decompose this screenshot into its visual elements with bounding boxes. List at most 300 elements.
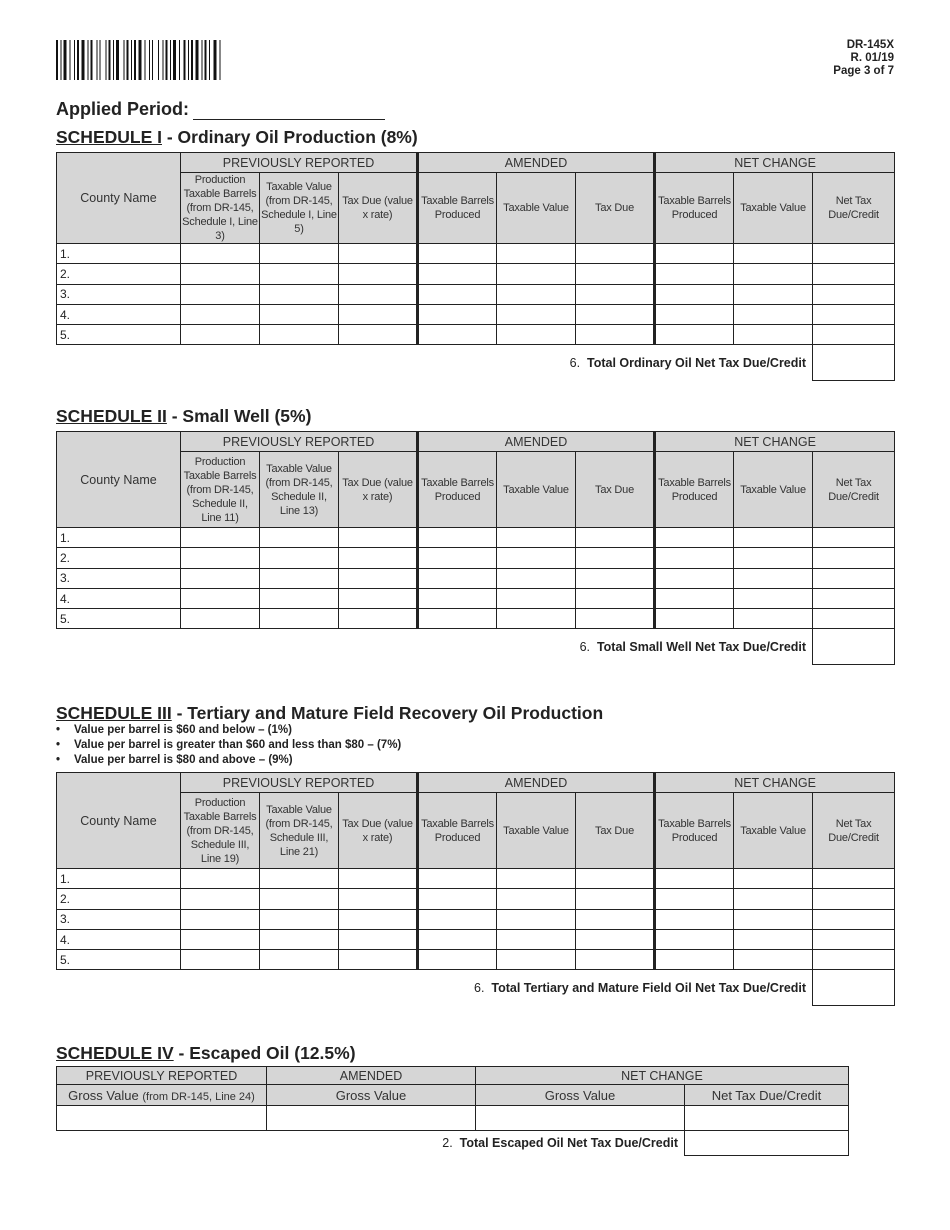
entry-cell[interactable] <box>576 889 655 909</box>
barcode-bar <box>191 40 193 80</box>
county-name-header: County Name <box>57 773 181 869</box>
entry-cell[interactable] <box>418 889 497 909</box>
barcode-bar <box>170 40 171 80</box>
total-label-text: Total Ordinary Oil Net Tax Due/Credit <box>587 356 807 371</box>
county-name-cell[interactable]: 4. <box>57 304 181 324</box>
net-value-header: Taxable Value <box>734 452 813 528</box>
gross-value-note: (from DR-145, Line 24) <box>142 1090 255 1103</box>
entry-cell[interactable] <box>260 304 339 324</box>
entry-cell[interactable] <box>576 609 655 629</box>
entry-cell[interactable] <box>734 869 813 889</box>
barcode-bar <box>179 40 180 80</box>
total-label-text: Total Escaped Oil Net Tax Due/Credit <box>459 1136 678 1151</box>
entry-cell[interactable] <box>260 284 339 304</box>
entry-cell[interactable] <box>813 889 895 909</box>
barcode-bar <box>124 40 125 80</box>
entry-cell[interactable] <box>655 568 734 588</box>
table-row <box>57 950 895 970</box>
barcode-bar <box>127 40 129 80</box>
gross-value-label: Gross Value <box>68 1087 139 1103</box>
entry-cell[interactable] <box>576 909 655 929</box>
schedule-2-total-label <box>57 629 813 665</box>
entry-cell[interactable] <box>418 568 497 588</box>
barcode-bar <box>166 40 168 80</box>
county-name-cell[interactable]: 3. <box>57 568 181 588</box>
tax-due-rate-header: Tax Due (value x rate) <box>339 452 418 528</box>
entry-cell[interactable] <box>576 304 655 324</box>
entry-cell[interactable] <box>260 929 339 949</box>
previously-reported-header: PREVIOUSLY REPORTED <box>57 1067 267 1085</box>
entry-cell[interactable] <box>576 950 655 970</box>
entry-cell[interactable] <box>339 304 418 324</box>
table-row <box>57 528 895 548</box>
schedule-2-table <box>56 431 895 665</box>
entry-cell[interactable] <box>734 950 813 970</box>
net-gross-value-header: Gross Value <box>476 1085 685 1106</box>
schedule-4-table <box>56 1066 849 1156</box>
barcode-bar <box>173 40 176 80</box>
net-barrels-header: Taxable Barrels Produced <box>655 793 734 869</box>
table-row <box>57 284 895 304</box>
entry-cell[interactable] <box>260 264 339 284</box>
county-name-cell[interactable]: 1. <box>57 528 181 548</box>
form-number: DR-145X <box>846 39 894 51</box>
entry-cell[interactable] <box>576 869 655 889</box>
entry-cell[interactable] <box>734 244 813 264</box>
schedule-3-total-input[interactable] <box>813 970 895 1006</box>
entry-cell[interactable] <box>418 528 497 548</box>
barcode-bar <box>152 40 153 80</box>
barcode-bar <box>82 40 85 80</box>
table-row <box>57 548 895 568</box>
prev-gross-value-header <box>57 1085 267 1106</box>
prev-gross-value-input[interactable] <box>57 1106 267 1131</box>
entry-cell[interactable] <box>655 284 734 304</box>
schedule-1-name: - Ordinary Oil Production (8%) <box>161 127 418 147</box>
previously-reported-header: PREVIOUSLY REPORTED <box>181 773 418 793</box>
entry-cell[interactable] <box>655 869 734 889</box>
amended-header: AMENDED <box>267 1067 476 1085</box>
barcode-bar <box>145 40 146 80</box>
amended-barrels-header: Taxable Barrels Produced <box>418 173 497 244</box>
entry-cell[interactable] <box>181 889 260 909</box>
barcode-bar <box>91 40 93 80</box>
entry-cell[interactable] <box>260 950 339 970</box>
table-row <box>57 889 895 909</box>
barcode-bar <box>205 40 207 80</box>
entry-cell[interactable] <box>339 528 418 548</box>
entry-cell[interactable] <box>497 950 576 970</box>
entry-cell[interactable] <box>497 528 576 548</box>
entry-cell[interactable] <box>418 950 497 970</box>
production-barrels-header: Production Taxable Barrels (from DR-145, Schedule II, Line 11) <box>181 452 260 528</box>
total-label-text: Total Tertiary and Mature Field Oil Net Tax Due/Credit <box>491 981 807 996</box>
county-name-cell[interactable]: 4. <box>57 588 181 608</box>
entry-cell[interactable] <box>655 325 734 345</box>
entry-cell[interactable] <box>260 889 339 909</box>
entry-cell[interactable] <box>813 244 895 264</box>
entry-cell[interactable] <box>418 548 497 568</box>
applied-period-label: Applied Period: <box>56 99 190 119</box>
table-row <box>57 244 895 264</box>
schedule-3-table <box>56 772 895 1006</box>
entry-cell[interactable] <box>497 244 576 264</box>
schedule-2-code: SCHEDULE II <box>56 406 167 426</box>
taxable-value-header: Taxable Value (from DR-145, Schedule I, Line 5) <box>260 173 339 244</box>
entry-cell[interactable] <box>655 304 734 324</box>
barcode-bar <box>134 40 136 80</box>
entry-cell[interactable] <box>576 528 655 548</box>
entry-cell[interactable] <box>576 244 655 264</box>
county-name-cell[interactable]: 2. <box>57 889 181 909</box>
rate-bullet: • Value per barrel is greater than $60 and less than $80 – (7%) <box>56 738 401 753</box>
entry-cell[interactable] <box>734 909 813 929</box>
entry-cell[interactable] <box>418 909 497 929</box>
rate-bullet: • Value per barrel is $80 and above – (9%) <box>56 753 401 768</box>
total-label-text: Total Small Well Net Tax Due/Credit <box>596 640 807 655</box>
entry-cell[interactable] <box>339 325 418 345</box>
previously-reported-header: PREVIOUSLY REPORTED <box>181 432 418 452</box>
entry-cell[interactable] <box>734 588 813 608</box>
county-name-cell[interactable]: 5. <box>57 950 181 970</box>
entry-cell[interactable] <box>813 548 895 568</box>
entry-cell[interactable] <box>497 609 576 629</box>
entry-cell[interactable] <box>181 548 260 568</box>
entry-cell[interactable] <box>260 909 339 929</box>
entry-cell[interactable] <box>181 588 260 608</box>
entry-cell[interactable] <box>655 264 734 284</box>
schedule-2-title <box>56 406 311 427</box>
barcode-bar <box>56 40 58 80</box>
entry-cell[interactable] <box>181 244 260 264</box>
county-name-cell[interactable]: 2. <box>57 548 181 568</box>
schedule-4-code: SCHEDULE IV <box>56 1043 174 1063</box>
entry-cell[interactable] <box>260 528 339 548</box>
barcode-bar <box>209 40 210 80</box>
entry-cell[interactable] <box>260 568 339 588</box>
amended-barrels-header: Taxable Barrels Produced <box>418 793 497 869</box>
production-barrels-header: Production Taxable Barrels (from DR-145, Schedule I, Line 3) <box>182 174 258 242</box>
barcode-bar <box>158 40 159 80</box>
entry-cell[interactable] <box>813 304 895 324</box>
entry-cell[interactable] <box>181 869 260 889</box>
table-row <box>57 325 895 345</box>
entry-cell[interactable] <box>813 950 895 970</box>
entry-cell[interactable] <box>260 609 339 629</box>
entry-cell[interactable] <box>813 869 895 889</box>
total-line-number: 6. <box>474 981 485 996</box>
entry-cell[interactable] <box>497 869 576 889</box>
net-tax-input[interactable] <box>685 1106 849 1131</box>
form-revision: R. 01/19 <box>850 52 894 64</box>
entry-cell[interactable] <box>655 588 734 608</box>
net-change-header: NET CHANGE <box>655 153 895 173</box>
county-name-cell[interactable]: 1. <box>57 244 181 264</box>
schedule-1-code: SCHEDULE I <box>56 127 162 147</box>
taxable-value-header: Taxable Value (from DR-145, Schedule II, Line 13) <box>260 452 339 528</box>
entry-cell[interactable] <box>181 264 260 284</box>
net-tax-header: Net Tax Due/Credit <box>685 1085 849 1106</box>
entry-cell[interactable] <box>576 929 655 949</box>
amended-gross-value-input[interactable] <box>267 1106 476 1131</box>
entry-cell[interactable] <box>655 528 734 548</box>
net-barrels-header: Taxable Barrels Produced <box>655 173 734 244</box>
amended-barrels-header: Taxable Barrels Produced <box>418 452 497 528</box>
barcode <box>56 40 294 80</box>
total-line-number: 6. <box>579 640 591 655</box>
entry-cell[interactable] <box>181 950 260 970</box>
table-row <box>57 909 895 929</box>
entry-cell[interactable] <box>339 284 418 304</box>
county-name-cell[interactable]: 5. <box>57 609 181 629</box>
net-change-header: NET CHANGE <box>476 1067 849 1085</box>
entry-cell[interactable] <box>734 929 813 949</box>
county-name-header: County Name <box>57 153 181 244</box>
entry-cell[interactable] <box>497 325 576 345</box>
barcode-bar <box>97 40 98 80</box>
entry-cell[interactable] <box>576 588 655 608</box>
net-change-header: NET CHANGE <box>655 432 895 452</box>
entry-cell[interactable] <box>339 264 418 284</box>
entry-cell[interactable] <box>339 588 418 608</box>
amended-tax-due-header: Tax Due <box>576 173 655 244</box>
entry-cell[interactable] <box>181 568 260 588</box>
entry-cell[interactable] <box>260 548 339 568</box>
table-row <box>57 264 895 284</box>
entry-cell[interactable] <box>260 588 339 608</box>
amended-value-header: Taxable Value <box>497 452 576 528</box>
form-identifier <box>833 39 894 78</box>
amended-header: AMENDED <box>418 432 655 452</box>
table-row <box>57 588 895 608</box>
barcode-bar <box>116 40 119 80</box>
barcode-bar <box>88 40 89 80</box>
schedule-2-total-input[interactable] <box>813 629 895 665</box>
table-row <box>57 304 895 324</box>
barcode-bar <box>113 40 114 80</box>
entry-cell[interactable] <box>734 548 813 568</box>
table-row <box>57 929 895 949</box>
barcode-bar <box>163 40 164 80</box>
entry-cell[interactable] <box>418 325 497 345</box>
entry-cell[interactable] <box>181 325 260 345</box>
county-name-cell[interactable]: 2. <box>57 264 181 284</box>
entry-cell[interactable] <box>418 588 497 608</box>
entry-cell[interactable] <box>497 568 576 588</box>
entry-cell[interactable] <box>181 609 260 629</box>
entry-cell[interactable] <box>734 609 813 629</box>
county-name-cell[interactable]: 3. <box>57 284 181 304</box>
entry-cell[interactable] <box>418 929 497 949</box>
entry-cell[interactable] <box>576 548 655 568</box>
entry-cell[interactable] <box>339 950 418 970</box>
entry-cell[interactable] <box>339 568 418 588</box>
entry-cell[interactable] <box>734 304 813 324</box>
net-tax-header: Net Tax Due/Credit <box>813 793 895 869</box>
net-tax-header: Net Tax Due/Credit <box>813 173 895 244</box>
table-row <box>57 869 895 889</box>
entry-cell[interactable] <box>418 264 497 284</box>
entry-cell[interactable] <box>181 304 260 324</box>
production-barrels-header: Production Taxable Barrels (from DR-145, Schedule III, Line 19) <box>181 793 260 869</box>
entry-cell[interactable] <box>576 325 655 345</box>
taxable-value-header: Taxable Value (from DR-145, Schedule III, Line 21) <box>260 793 339 869</box>
entry-cell[interactable] <box>497 889 576 909</box>
amended-gross-value-header: Gross Value <box>267 1085 476 1106</box>
barcode-bar <box>70 40 71 80</box>
previously-reported-header: PREVIOUSLY REPORTED <box>181 153 418 173</box>
barcode-bar <box>202 40 203 80</box>
entry-cell[interactable] <box>655 244 734 264</box>
schedule-4-title <box>56 1043 356 1064</box>
barcode-bar <box>61 40 62 80</box>
barcode-bar <box>74 40 75 80</box>
tax-due-rate-header: Tax Due (value x rate) <box>339 793 418 869</box>
entry-cell[interactable] <box>813 929 895 949</box>
barcode-bar <box>184 40 186 80</box>
barcode-bar <box>106 40 107 80</box>
entry-cell[interactable] <box>813 909 895 929</box>
barcode-bar <box>149 40 150 80</box>
entry-cell[interactable] <box>497 548 576 568</box>
entry-cell[interactable] <box>813 528 895 548</box>
entry-cell[interactable] <box>260 869 339 889</box>
entry-cell[interactable] <box>813 609 895 629</box>
entry-cell[interactable] <box>497 909 576 929</box>
county-name-header: County Name <box>57 432 181 528</box>
schedule-1-total-input[interactable] <box>813 345 895 381</box>
entry-cell[interactable] <box>497 929 576 949</box>
schedule-3-code: SCHEDULE III <box>56 703 172 723</box>
entry-cell[interactable] <box>418 304 497 324</box>
entry-cell[interactable] <box>655 950 734 970</box>
entry-cell[interactable] <box>497 304 576 324</box>
net-tax-header: Net Tax Due/Credit <box>813 452 895 528</box>
amended-tax-due-header: Tax Due <box>576 452 655 528</box>
county-name-cell[interactable]: 1. <box>57 869 181 889</box>
entry-cell[interactable] <box>497 284 576 304</box>
entry-cell[interactable] <box>734 889 813 909</box>
entry-cell[interactable] <box>576 264 655 284</box>
entry-cell[interactable] <box>181 284 260 304</box>
entry-cell[interactable] <box>734 264 813 284</box>
schedule-2-name: - Small Well (5%) <box>166 406 312 426</box>
entry-cell[interactable] <box>813 284 895 304</box>
entry-cell[interactable] <box>655 929 734 949</box>
barcode-bar <box>109 40 111 80</box>
entry-cell[interactable] <box>813 568 895 588</box>
amended-header: AMENDED <box>418 773 655 793</box>
barcode-bar <box>139 40 142 80</box>
entry-cell[interactable] <box>734 568 813 588</box>
page-number: Page 3 of 7 <box>833 65 894 77</box>
amended-tax-due-header: Tax Due <box>576 793 655 869</box>
entry-cell[interactable] <box>418 609 497 629</box>
entry-cell[interactable] <box>181 528 260 548</box>
entry-cell[interactable] <box>734 528 813 548</box>
net-change-header: NET CHANGE <box>655 773 895 793</box>
barcode-bar <box>196 40 199 80</box>
barcode-bar <box>100 40 101 80</box>
total-line-number: 2. <box>442 1136 453 1151</box>
net-gross-value-input[interactable] <box>476 1106 685 1131</box>
entry-cell[interactable] <box>260 244 339 264</box>
schedule-1-total-label <box>57 345 813 381</box>
barcode-bar <box>220 40 221 80</box>
rate-bullet: • Value per barrel is $60 and below – (1%) <box>56 723 401 738</box>
schedule-4-total-label <box>57 1131 685 1156</box>
entry-cell[interactable] <box>576 568 655 588</box>
applied-period <box>56 99 385 120</box>
amended-header: AMENDED <box>418 153 655 173</box>
schedule-3-title <box>56 703 603 724</box>
rate-bullets <box>56 723 401 768</box>
entry-cell[interactable] <box>339 244 418 264</box>
net-value-header: Taxable Value <box>734 173 813 244</box>
county-name-cell[interactable]: 3. <box>57 909 181 929</box>
entry-cell[interactable] <box>813 325 895 345</box>
entry-cell[interactable] <box>339 909 418 929</box>
applied-period-field[interactable] <box>193 101 385 120</box>
entry-cell[interactable] <box>576 284 655 304</box>
entry-cell[interactable] <box>260 325 339 345</box>
net-value-header: Taxable Value <box>734 793 813 869</box>
schedule-1-rows <box>57 244 895 345</box>
amended-value-header: Taxable Value <box>497 173 576 244</box>
schedule-3-rows <box>57 869 895 970</box>
schedule-4-total-input[interactable] <box>685 1131 849 1156</box>
entry-cell[interactable] <box>339 929 418 949</box>
county-name-cell[interactable]: 5. <box>57 325 181 345</box>
schedule-1-table <box>56 152 895 381</box>
entry-cell[interactable] <box>734 325 813 345</box>
entry-cell[interactable] <box>813 588 895 608</box>
schedule-2-rows <box>57 528 895 629</box>
entry-cell[interactable] <box>181 929 260 949</box>
entry-cell[interactable] <box>418 284 497 304</box>
entry-cell[interactable] <box>339 889 418 909</box>
county-name-cell[interactable]: 4. <box>57 929 181 949</box>
entry-cell[interactable] <box>734 284 813 304</box>
entry-cell[interactable] <box>339 609 418 629</box>
amended-value-header: Taxable Value <box>497 793 576 869</box>
schedule-3-name: - Tertiary and Mature Field Recovery Oil Production <box>171 703 604 723</box>
entry-cell[interactable] <box>655 609 734 629</box>
schedule-4-name: - Escaped Oil (12.5%) <box>173 1043 356 1063</box>
entry-cell[interactable] <box>181 909 260 929</box>
barcode-bar <box>131 40 132 80</box>
entry-cell[interactable] <box>497 588 576 608</box>
schedule-1-title <box>56 127 418 148</box>
entry-cell[interactable] <box>418 244 497 264</box>
entry-cell[interactable] <box>655 889 734 909</box>
barcode-bar <box>188 40 189 80</box>
entry-cell[interactable] <box>339 869 418 889</box>
net-barrels-header: Taxable Barrels Produced <box>655 452 734 528</box>
entry-cell[interactable] <box>418 869 497 889</box>
entry-cell[interactable] <box>339 548 418 568</box>
barcode-bar <box>77 40 79 80</box>
schedule-3-total-label <box>57 970 813 1006</box>
entry-cell[interactable] <box>497 264 576 284</box>
barcode-bar <box>214 40 217 80</box>
entry-cell[interactable] <box>655 909 734 929</box>
table-row <box>57 609 895 629</box>
total-line-number: 6. <box>569 356 581 371</box>
tax-due-rate-header: Tax Due (value x rate) <box>339 173 418 244</box>
entry-cell[interactable] <box>813 264 895 284</box>
entry-cell[interactable] <box>655 548 734 568</box>
